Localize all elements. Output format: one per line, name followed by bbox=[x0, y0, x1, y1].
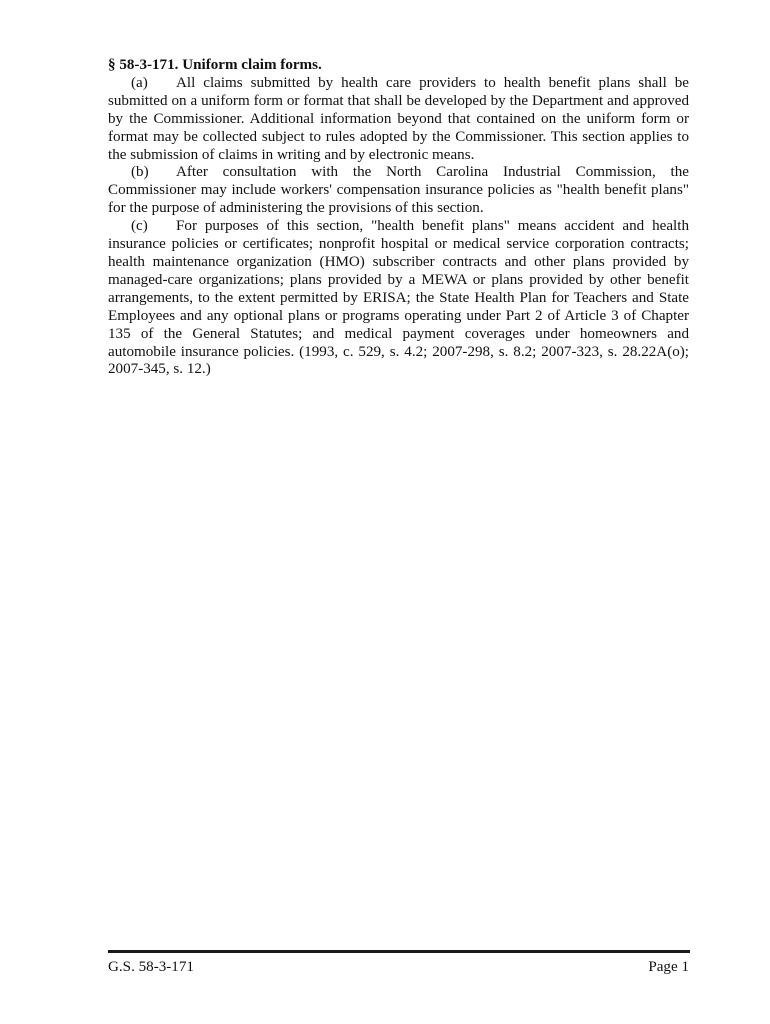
paragraph-b-text: After consultation with the North Carolina Industrial Commission, the Commissioner may include workers' compensation insurance policies as "health benefit plans" for the purpose of administering the provisions of this section. bbox=[108, 164, 689, 217]
paragraph-b bbox=[108, 164, 689, 218]
paragraph-c-label: (c) bbox=[131, 218, 148, 235]
paragraph-c bbox=[108, 218, 689, 379]
paragraph-a-label: (a) bbox=[131, 74, 148, 91]
statute-body bbox=[108, 57, 689, 379]
footer-citation: G.S. 58-3-171 bbox=[108, 959, 194, 975]
footer-divider bbox=[108, 950, 690, 953]
section-heading: § 58-3-171. Uniform claim forms. bbox=[108, 57, 322, 73]
paragraph-a-text: All claims submitted by health care providers to health benefit plans shall be submitted on a uniform form or format that shall be developed by the Department and approved by the Commissioner. Additional information beyond that contained on the uniform form or format may be collected subject to rules adopted by the Commissioner. This section applies to the submission of claims in writing and by electronic means. bbox=[108, 74, 689, 163]
paragraph-c-text: For purposes of this section, "health benefit plans" means accident and health insurance policies or certificates; nonprofit hospital or medical service corporation contracts; health maintenance organization (HMO) subscriber contracts and other plans provided by managed-care organizations; plans provided by a MEWA or plans provided by other benefit arrangements, to the extent permitted by ERISA; the State Health Plan for Teachers and State Employees and any optional plans or programs operating under Part 2 of Article 3 of Chapter 135 of the General Statutes; and medical payment coverages under homeowners and automobile insurance policies. (1993, c. 529, s. 4.2; 2007-298, s. 8.2; 2007-323, s. 28.22A(o); 2007-345, s. 12.) bbox=[108, 218, 689, 378]
paragraph-b-label: (b) bbox=[131, 164, 149, 181]
paragraph-a bbox=[108, 75, 689, 165]
page-number: Page 1 bbox=[648, 959, 689, 975]
